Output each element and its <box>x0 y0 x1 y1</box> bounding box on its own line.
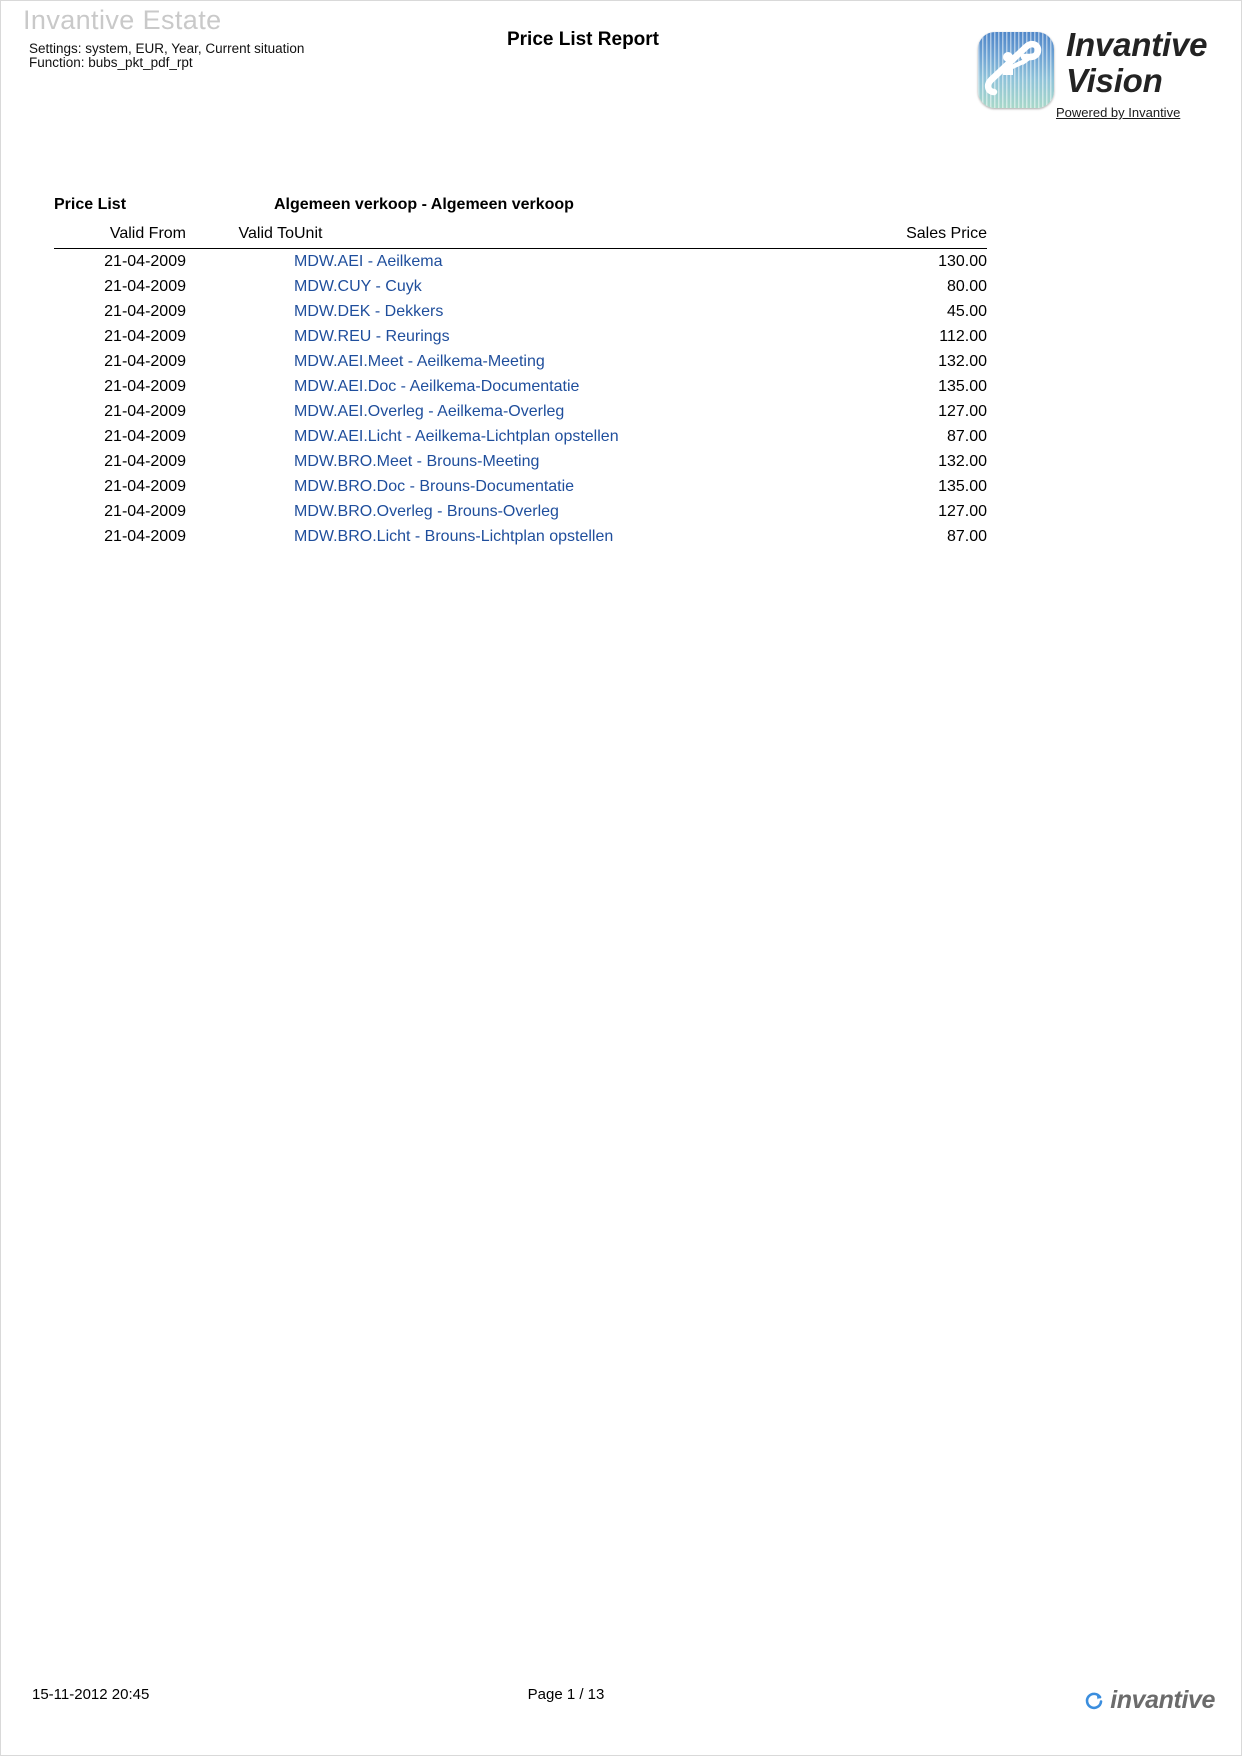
footer-timestamp: 15-11-2012 20:45 <box>32 1686 150 1703</box>
circular-arrow-icon <box>1084 1691 1104 1711</box>
cell-sales-price: 127.00 <box>938 402 987 420</box>
cell-valid-to <box>186 374 294 399</box>
cell-valid-from: 21-04-2009 <box>104 402 186 420</box>
cell-unit-link[interactable]: MDW.AEI.Meet - Aeilkema-Meeting <box>294 352 545 370</box>
cell-sales-price: 135.00 <box>938 377 987 395</box>
cell-sales-price: 80.00 <box>946 277 987 295</box>
table-row <box>54 374 987 399</box>
cell-valid-to <box>186 349 294 374</box>
cell-sales-price: 87.00 <box>946 527 987 545</box>
price-list-table <box>54 225 987 549</box>
escalator-person-icon <box>978 32 1054 108</box>
brand-wordmark-line2: Vision <box>1066 62 1163 99</box>
cell-valid-to <box>186 249 294 275</box>
cell-valid-from: 21-04-2009 <box>104 427 186 445</box>
cell-valid-to <box>186 274 294 299</box>
table-row <box>54 449 987 474</box>
cell-sales-price: 112.00 <box>939 327 987 345</box>
cell-unit-link[interactable]: MDW.BRO.Overleg - Brouns-Overleg <box>294 502 559 520</box>
application-watermark-title: Invantive Estate <box>23 5 222 35</box>
cell-valid-to <box>186 299 294 324</box>
pricelist-header <box>54 196 1154 218</box>
table-header <box>54 225 987 249</box>
page-header <box>1 1 1242 141</box>
function-line: Function: bubs_pkt_pdf_rpt <box>29 55 193 70</box>
table-header-row <box>54 225 987 249</box>
brand-wordmark <box>1066 27 1207 99</box>
cell-sales-price: 130.00 <box>938 252 987 270</box>
pricelist-label: Price List <box>54 196 127 213</box>
settings-line: Settings: system, EUR, Year, Current situation <box>29 41 305 56</box>
cell-unit-link[interactable]: MDW.BRO.Licht - Brouns-Lichtplan opstellen <box>294 527 614 545</box>
pricelist-value: Algemeen verkoop - Algemeen verkoop <box>274 196 574 213</box>
cell-valid-from: 21-04-2009 <box>104 327 186 345</box>
cell-sales-price: 132.00 <box>938 352 987 370</box>
cell-valid-to <box>186 474 294 499</box>
cell-unit-link[interactable]: MDW.AEI.Licht - Aeilkema-Lichtplan opstellen <box>294 427 619 445</box>
cell-valid-from: 21-04-2009 <box>104 452 186 470</box>
table-row <box>54 274 987 299</box>
footer-brand <box>1084 1688 1215 1713</box>
cell-valid-from: 21-04-2009 <box>104 277 186 295</box>
table-row <box>54 524 987 549</box>
cell-valid-from: 21-04-2009 <box>104 352 186 370</box>
cell-valid-to <box>186 324 294 349</box>
cell-valid-from: 21-04-2009 <box>104 527 186 545</box>
powered-by-link[interactable]: Powered by Invantive <box>1056 105 1181 120</box>
cell-unit-link[interactable]: MDW.REU - Reurings <box>294 327 450 345</box>
cell-valid-from: 21-04-2009 <box>104 477 186 495</box>
cell-unit-link[interactable]: MDW.BRO.Meet - Brouns-Meeting <box>294 452 540 470</box>
cell-unit-link[interactable]: MDW.DEK - Dekkers <box>294 302 444 320</box>
cell-valid-to <box>186 399 294 424</box>
cell-unit-link[interactable]: MDW.BRO.Doc - Brouns-Documentatie <box>294 477 575 495</box>
table-row <box>54 399 987 424</box>
cell-sales-price: 127.00 <box>938 502 987 520</box>
cell-unit-link[interactable]: MDW.AEI.Overleg - Aeilkema-Overleg <box>294 402 565 420</box>
table-body <box>54 249 987 550</box>
brand-wordmark-line1: Invantive <box>1066 26 1208 63</box>
table-row <box>54 424 987 449</box>
cell-sales-price: 45.00 <box>946 302 987 320</box>
page-footer <box>1 1660 1242 1755</box>
footer-page-number: Page 1 / 13 <box>527 1686 605 1703</box>
cell-valid-from: 21-04-2009 <box>104 377 186 395</box>
page-title: Price List Report <box>506 29 660 50</box>
table-row <box>54 474 987 499</box>
table-row <box>54 299 987 324</box>
cell-valid-to <box>186 424 294 449</box>
table-row <box>54 324 987 349</box>
cell-unit-link[interactable]: MDW.AEI - Aeilkema <box>294 252 443 270</box>
cell-sales-price: 87.00 <box>946 427 987 445</box>
table-row <box>54 499 987 524</box>
cell-unit-link[interactable]: MDW.CUY - Cuyk <box>294 277 422 295</box>
cell-valid-from: 21-04-2009 <box>104 502 186 520</box>
column-header-valid-from: Valid From <box>54 225 186 249</box>
cell-valid-from: 21-04-2009 <box>104 252 186 270</box>
column-header-unit: Unit <box>294 225 854 249</box>
table-row <box>54 249 987 275</box>
table-row <box>54 349 987 374</box>
cell-valid-to <box>186 499 294 524</box>
cell-valid-from: 21-04-2009 <box>104 302 186 320</box>
footer-brand-text: invantive <box>1110 1686 1215 1714</box>
cell-valid-to <box>186 524 294 549</box>
brand-block <box>160 26 1208 122</box>
cell-unit-link[interactable]: MDW.AEI.Doc - Aeilkema-Documentatie <box>294 377 580 395</box>
cell-sales-price: 135.00 <box>938 477 987 495</box>
cell-sales-price: 132.00 <box>938 452 987 470</box>
column-header-valid-to: Valid To <box>186 225 294 249</box>
column-header-sales-price: Sales Price <box>854 225 987 249</box>
cell-valid-to <box>186 449 294 474</box>
